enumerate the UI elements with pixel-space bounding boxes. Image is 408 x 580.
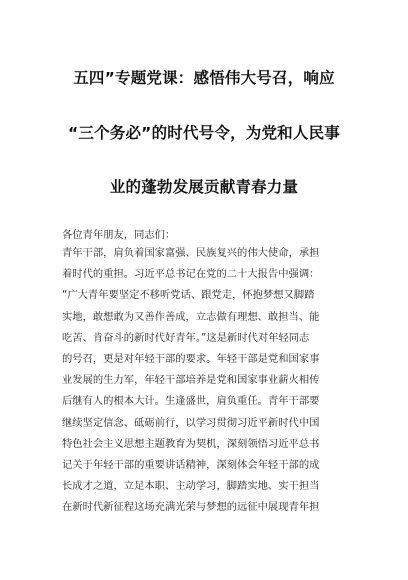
salutation: 各位青年朋友，同志们： (62, 229, 176, 241)
body-line: 长成才之道，立足本职、主动学习，脚踏实地、实干担当 (62, 480, 320, 493)
body-line: “广大青年要坚定不移听党话、跟党走，怀抱梦想又脚踏 (62, 289, 315, 302)
body-paragraph (62, 243, 362, 518)
document-title-line-2: “三个务必”的时代号令，为党和人民事 (68, 124, 340, 142)
body-line: 青年干部，肩负着国家富强、民族复兴的伟大使命，承担 (62, 247, 320, 259)
body-line: 实地，敢想敢为又善作善成，立志做有理想、敢担当、能 (62, 310, 320, 323)
document-title-line-1: 五四”专题党课：感悟伟大号召，响应 (73, 69, 335, 87)
body-line: 记关于年轻干部的重要讲话精神，深刻体会年轻干部的成 (62, 458, 320, 471)
body-line: 业发展的生力军，年轻干部培养是党和国家事业薪火相传 (62, 374, 320, 387)
body-line: 吃苦、肯奋斗的新时代好青年。”这是新时代对年轻同志 (62, 331, 310, 344)
body-line: 继续坚定信念、砥砺前行，以学习贯彻习近平新时代中国 (62, 416, 320, 429)
body-line: 的号召，更是对年轻干部的要求。年轻干部是党和国家事 (62, 352, 320, 365)
body-line: 后继有人的根本大计。生逢盛世，肩负重任。青年干部要 (62, 395, 320, 408)
body-line: 着时代的重担。习近平总书记在党的二十大报告中强调： (62, 268, 320, 281)
document-title-line-3: 业的蓬勃发展贡献青春力量 (109, 178, 299, 196)
body-line: 在新时代新征程这场充满光荣与梦想的远征中展现青年担 (62, 501, 320, 514)
body-line: 特色社会主义思想主题教育为契机，深刻领悟习近平总书 (62, 437, 320, 450)
